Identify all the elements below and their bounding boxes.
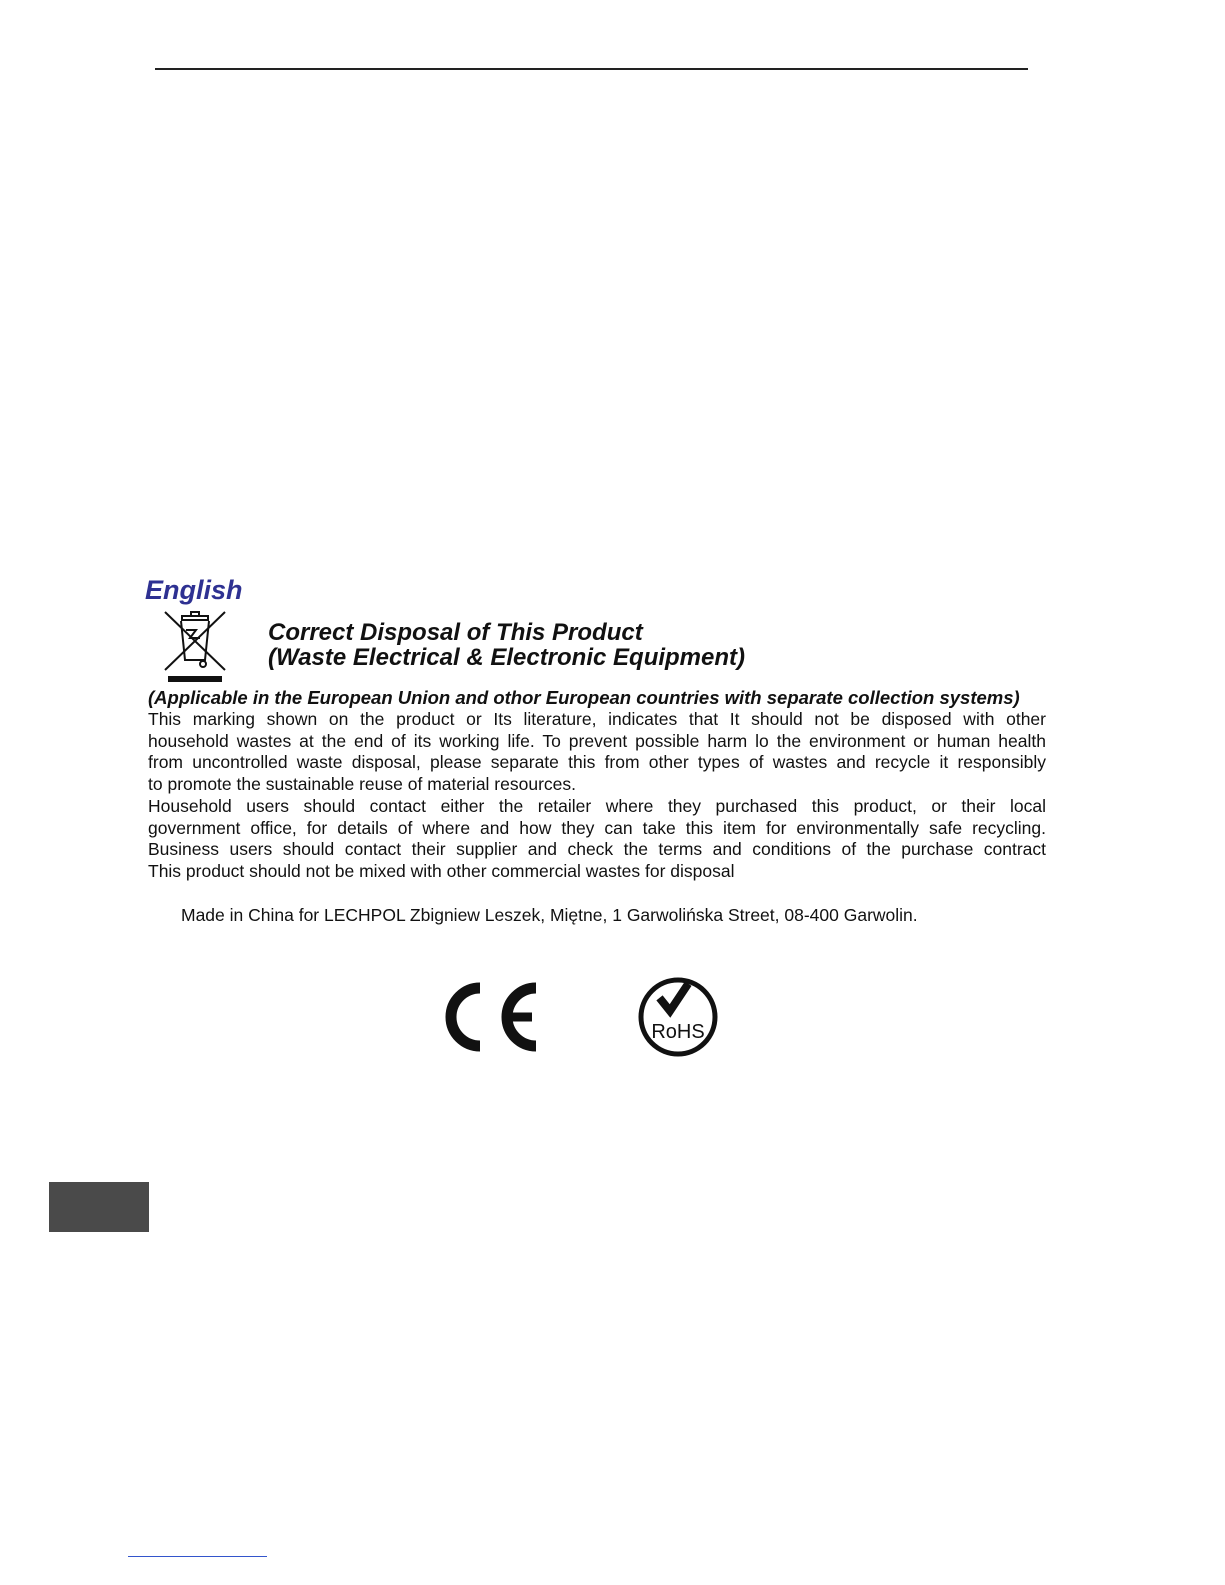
rohs-label: RoHS (651, 1021, 705, 1043)
applicable-note: (Applicable in the European Union and othor European countries with separate collection systems) (148, 687, 1020, 708)
ce-mark-icon (432, 978, 544, 1056)
crossed-out-wheelie-bin-icon (160, 608, 230, 688)
body-line: Business users should contact their supplier and check the terms and conditions of the purchase contract (148, 839, 1046, 860)
body-line: household wastes at the end of its working life. To prevent possible harm lo the environment or human health (148, 730, 1046, 751)
disposal-title-line1: Correct Disposal of This Product (268, 619, 643, 646)
disposal-title-line2: (Waste Electrical & Electronic Equipment) (268, 644, 746, 671)
body-line: government office, for details of where and how they can take this item for environmentally safe recycling. (148, 817, 1046, 838)
header-rule (155, 68, 1028, 70)
disposal-title (268, 620, 745, 670)
body-line: from uncontrolled waste disposal, please separate this from other types of wastes and recycle it responsibly (148, 752, 1046, 773)
body-line: Household users should contact either the retailer where they purchased this product, or their local (148, 795, 1046, 816)
body-line: to promote the sustainable reuse of material resources. (148, 774, 576, 795)
body-line: This product should not be mixed with other commercial wastes for disposal (148, 860, 735, 881)
side-tab-marker (49, 1182, 149, 1232)
disposal-body (148, 709, 1046, 883)
body-line: This marking shown on the product or Its literature, indicates that It should not be disposed with other (148, 709, 1046, 729)
rohs-check-icon (636, 975, 720, 1059)
manufacturer-note: Made in China for LECHPOL Zbigniew Leszek, Miętne, 1 Garwolińska Street, 08-400 Garwolin. (181, 905, 918, 925)
language-heading: English (145, 575, 243, 605)
footer-link-underline (128, 1556, 267, 1557)
